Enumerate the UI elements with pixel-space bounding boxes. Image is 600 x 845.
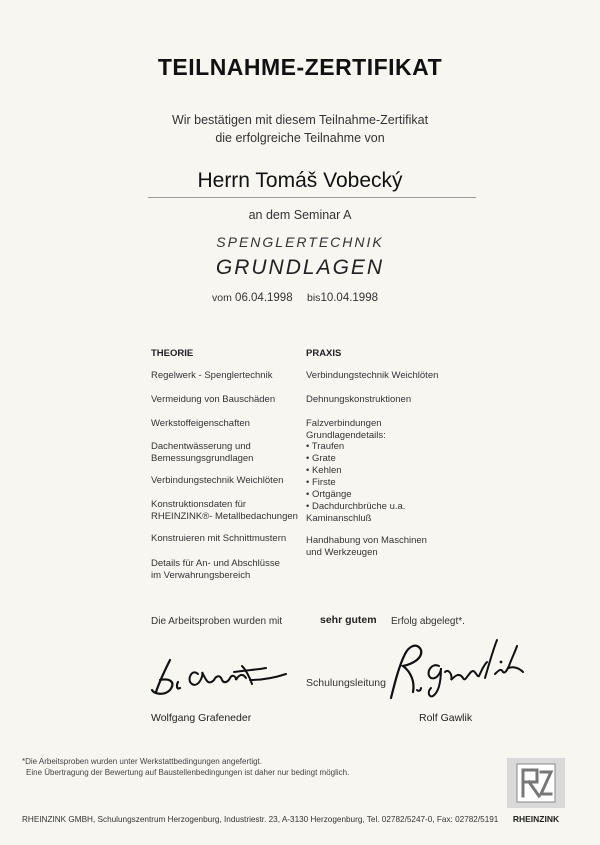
- signer-name-2: Rolf Gawlik: [419, 712, 473, 724]
- date-from-label: vom: [212, 292, 232, 304]
- theorie-item: Vermeidung von Bauschäden: [151, 394, 276, 405]
- praxis-item: Handhabung von Maschinen und Werkzeugen: [306, 535, 427, 558]
- bullet-item: Kaminanschluß: [306, 513, 372, 524]
- bullet-item: • Ortgänge: [306, 489, 352, 500]
- bullet-item: • Traufen: [306, 441, 345, 452]
- footnote-line-2: Eine Übertragung der Bewertung auf Baustellenbedingungen ist daher nur bedingt möglich.: [26, 768, 350, 777]
- theorie-item: Details für An- und Abschlüsse im Verwahrungsbereich: [151, 558, 280, 581]
- confirmation-line-2: die erfolgreiche Teilnahme von: [215, 131, 385, 145]
- participant-name: Herrn Tomáš Vobecký: [197, 169, 403, 192]
- footer-address: RHEINZINK GMBH, Schulungszentrum Herzogenburg, Industriestr. 23, A-3130 Herzogenburg, Tel. 02782/5247-0, Fax: 02782/5191: [22, 815, 499, 824]
- footnote-line-1: *Die Arbeitsproben wurden unter Werkstattbedingungen angefertigt.: [22, 757, 263, 766]
- date-to-label: bis: [307, 292, 321, 304]
- result-text-left: Die Arbeitsproben wurden mit: [151, 616, 283, 627]
- theorie-item: Regelwerk - Spenglertechnik: [151, 370, 273, 381]
- theorie-item: Dachentwässerung und Bemessungsgrundlagen: [151, 441, 254, 464]
- theorie-heading: THEORIE: [151, 348, 194, 359]
- role-label: Schulungsleitung: [306, 677, 386, 689]
- confirmation-line-1: Wir bestätigen mit diesem Teilnahme-Zertifikat: [171, 113, 429, 127]
- theorie-item: Verbindungstechnik Weichlöten: [151, 475, 284, 486]
- praxis-heading: PRAXIS: [306, 348, 342, 359]
- date-to: [307, 292, 378, 304]
- bullet-item: • Grate: [306, 453, 336, 464]
- theorie-item: Konstruieren mit Schnittmustern: [151, 533, 287, 544]
- praxis-item: Dehnungskonstruktionen: [306, 394, 412, 405]
- bullet-item: • Firste: [306, 477, 336, 488]
- theorie-item: Werkstoffeigenschaften: [151, 418, 250, 429]
- seminar-line: an dem Seminar A: [248, 208, 352, 222]
- result-text-right: Erfolg abgelegt*.: [391, 616, 465, 627]
- date-from-value: 06.04.1998: [235, 292, 293, 304]
- theorie-item: Konstruktionsdaten für RHEINZINK®- Metallbedachungen: [151, 499, 298, 522]
- subject-line-2: GRUNDLAGEN: [215, 256, 385, 279]
- signature-gawlik: [383, 632, 528, 704]
- signer-name-1: Wolfgang Grafeneder: [151, 712, 252, 724]
- subject-line-1: SPENGLERTECHNIK: [216, 234, 384, 250]
- praxis-item: Verbindungstechnik Weichlöten: [306, 370, 439, 381]
- certificate-title: TEILNAHME-ZERTIFIKAT: [157, 54, 443, 80]
- logo-wordmark: RHEINZINK: [512, 814, 560, 824]
- praxis-item: Falzverbindungen Grundlagendetails:: [306, 418, 386, 441]
- date-from: [212, 292, 293, 304]
- date-to-value: 10.04.1998: [320, 292, 378, 304]
- rheinzink-logo-icon: [507, 758, 565, 808]
- signature-grafeneder: [146, 650, 291, 700]
- bullet-item: • Dachdurchbrüche u.a.: [306, 501, 406, 512]
- name-underline: [148, 197, 476, 198]
- result-grade: sehr gutem: [320, 614, 377, 626]
- bullet-item: • Kehlen: [306, 465, 342, 476]
